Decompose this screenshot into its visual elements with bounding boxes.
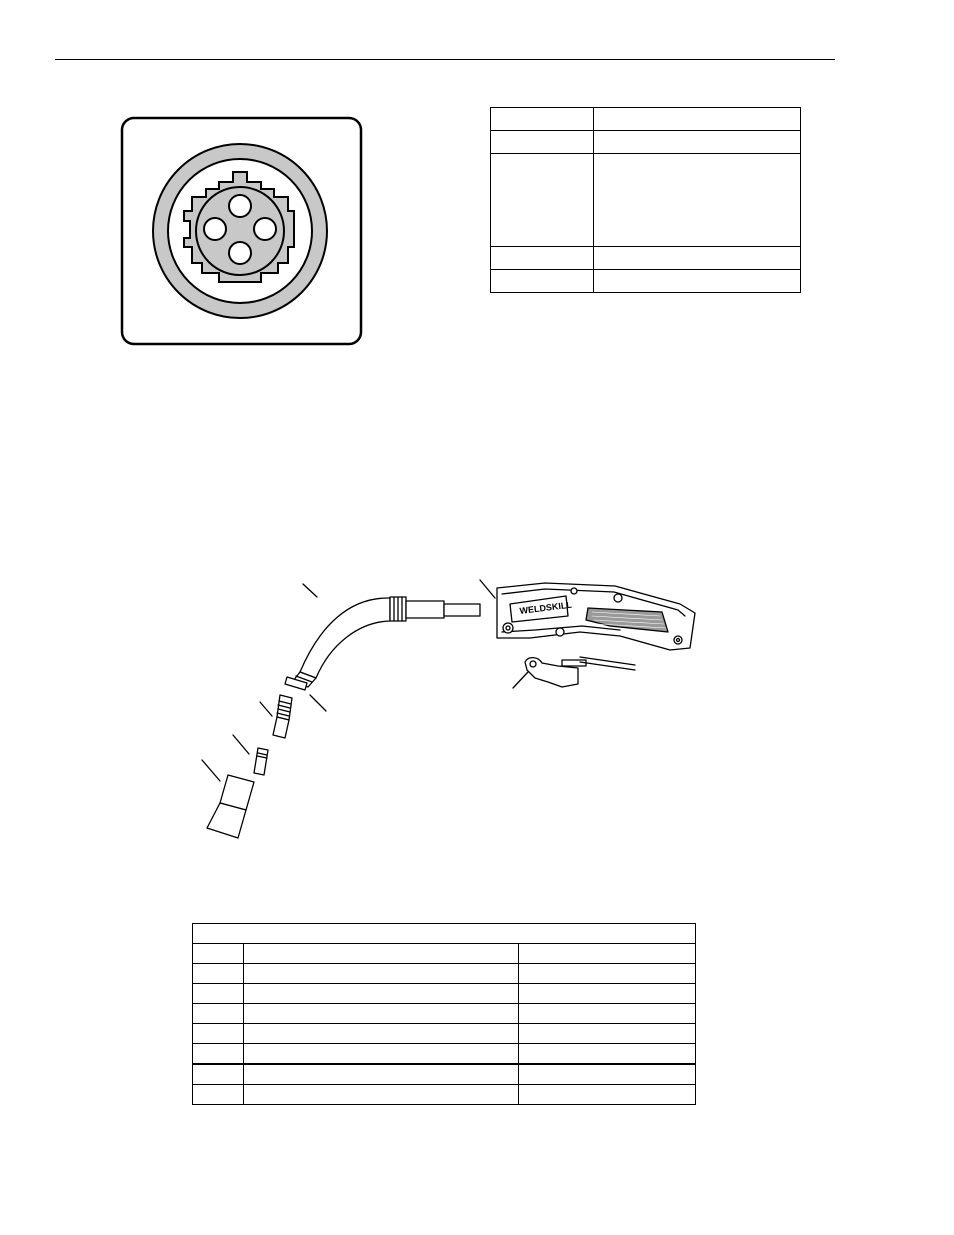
replacement-parts-table (192, 923, 696, 1105)
table-cell (491, 247, 594, 270)
table-row (491, 131, 801, 154)
table-row (193, 1085, 696, 1105)
gooseneck (293, 597, 480, 687)
table-header-cell (193, 924, 696, 944)
connector-pin-top (229, 195, 251, 217)
table-cell (244, 1044, 519, 1065)
contact-tip (254, 748, 268, 775)
table-row (491, 270, 801, 293)
table-cell (244, 1085, 519, 1105)
leader-line-nozzle (202, 760, 220, 781)
table-cell (519, 1044, 696, 1065)
table-row (193, 1004, 696, 1024)
table-row (491, 247, 801, 270)
leader-line-gooseneck (303, 584, 317, 597)
table-row (193, 984, 696, 1004)
table-cell (594, 154, 801, 247)
tip-holder (273, 695, 292, 738)
table-cell (519, 1085, 696, 1105)
pin-assignment-table (490, 107, 801, 293)
mig-gun-exploded-figure (190, 570, 710, 845)
handle-logo-text: WELDSKILL (519, 599, 573, 616)
table-cell (244, 1024, 519, 1044)
table-cell (244, 1064, 519, 1085)
table-cell (519, 1004, 696, 1024)
table-cell (519, 984, 696, 1004)
nozzle (207, 775, 254, 838)
connector-pin-bottom (229, 242, 251, 264)
table-row (193, 964, 696, 984)
table-cell (594, 108, 801, 131)
gun-handle (497, 583, 695, 650)
leader-line-contact-tip (233, 735, 249, 754)
table-cell (193, 1044, 244, 1065)
table-cell (193, 964, 244, 984)
table-row (193, 944, 696, 964)
leader-line-tip-holder (260, 702, 272, 716)
table-cell (193, 984, 244, 1004)
connector-pinout-figure (118, 115, 364, 347)
header-rule (55, 59, 835, 60)
table-cell (594, 131, 801, 154)
table-header-row (193, 924, 696, 944)
leader-line-handle (480, 580, 495, 598)
table-row (491, 154, 801, 247)
leader-line-ring (310, 695, 326, 711)
table-cell (244, 1004, 519, 1024)
table-cell (193, 1064, 244, 1085)
table-cell (193, 1024, 244, 1044)
table-cell (594, 247, 801, 270)
table-cell (491, 108, 594, 131)
gun-trigger (525, 657, 635, 687)
connector-pin-left (204, 218, 226, 240)
table-cell (594, 270, 801, 293)
table-cell (519, 1064, 696, 1085)
table-row (193, 1044, 696, 1065)
table-cell (193, 944, 244, 964)
table-cell (193, 1004, 244, 1024)
leader-line-trigger (513, 672, 528, 688)
table-cell (244, 944, 519, 964)
table-cell (193, 1085, 244, 1105)
table-cell (519, 1024, 696, 1044)
table-cell (244, 964, 519, 984)
table-cell (491, 154, 594, 247)
table-row (193, 1024, 696, 1044)
table-cell (244, 984, 519, 1004)
table-cell (519, 964, 696, 984)
table-row (491, 108, 801, 131)
table-cell (491, 131, 594, 154)
table-cell (491, 270, 594, 293)
connector-pin-right (254, 218, 276, 240)
table-row (193, 1064, 696, 1085)
table-cell (519, 944, 696, 964)
